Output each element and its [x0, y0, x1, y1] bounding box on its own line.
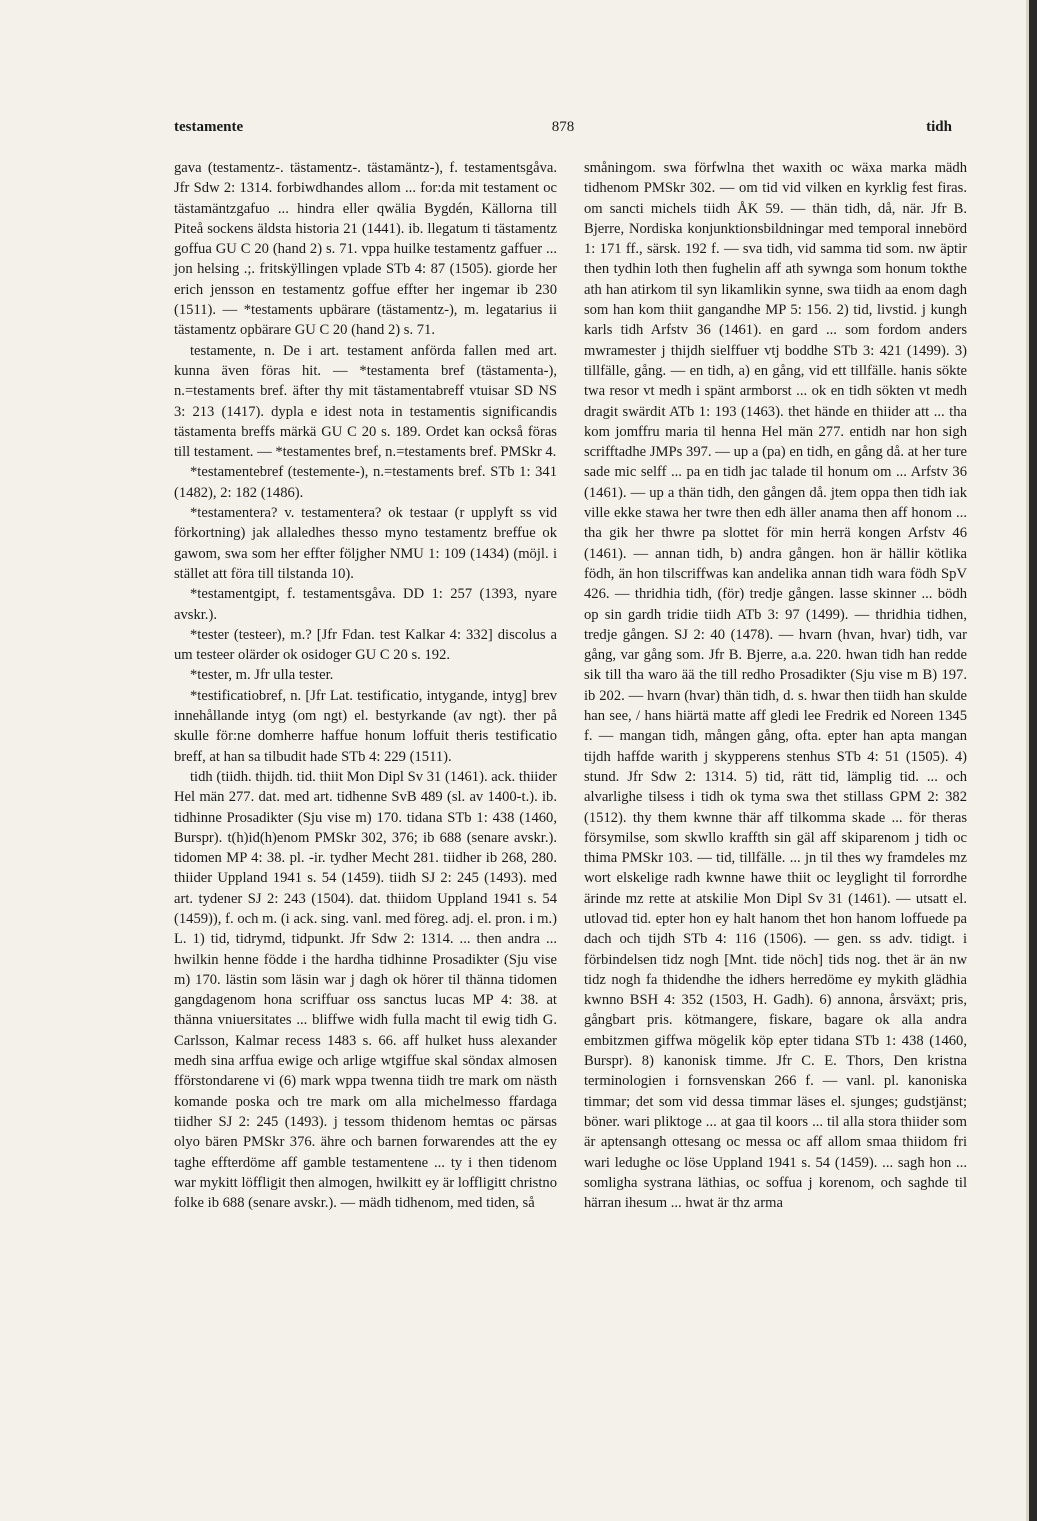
page-number: 878: [551, 119, 575, 135]
entry-paragraph: *tester (testeer), m.? [Jfr Fdan. test Kalkar 4: 332] discolus a um testeer olärder ok osidoger GU C 20 s. 192.: [174, 626, 557, 664]
page-edge-shadow: [1029, 0, 1037, 1521]
entry-paragraph: småningom. swa förfwlna thet waxith oc wäxa marka mädh tidhenom PMSkr 302. — om tid vid vilken en kyrklig fest firas. om sancti michels tiidh ÅK 59. — thän tidh, då, när. Jfr B. Bjerre, Nordiska konjunktionsbildningar med temporal innebörd 1: 171 ff., särsk. 192 f. — sva tidh, vid samma tid som. nw äptir then tydhin loth then fughelin aff ath sywnga som honum tokthe ath han atirkom til syn likamlikin synne, swa tiidh aa enom dagh som han kom thiit gangandhe MP 5: 156. 2) tid, livstid. j kungh karls tidh Arfstv 36 (1461). en gard ... som fordom anders mwramester j thijdh sielffuer vtj boddhe STb 3: 421 (1499). 3) tillfälle, gång. — en tidh, a) en gång, vid ett tillfälle. hanis sökte twa resor vt medh i spänt armborst ... ok en tidh sökten vt medh dragit swärdit ATb 1: 193 (1463). thet hände en thiider att ... tha kom jomffru maria til henna Hel män 277. entidh nar hon sigh scrifftadhe JMPs 397. — up a (pa) en tidh, en gång då. at her ture sade mic selff ... pa en tidh jac talade til honum om ... Arfstv 36 (1461). — up a thän tidh, den gången då. jtem oppa then tidh iak ville ekke stawa her twre then edh äller anama then aff honom ... tha gik her thwre pa slottet för min herrä kongen Arfstv 46 (1461). — annan tidh, b) andra gången. hon är hällir kötlika födh, än hon tilscriffwas kan andelika annan tidh wara födh SpV 426. — thridhia tidh, (för) tredje gången. lasse skinner ... bödh op sin gardh tridie tiidh ATb 3: 97 (1499). — thridhia tidhen, tredje gången. SJ 2: 40 (1478). — hvarn (hvan, hvar) tidh, var gång, var gång som. Jfr B. Bjerre, a.a. 220. hwan tidh han redde sik till tha waro ää the till redho Prosadikter (Sju vise m B) 197. ib 202. — hvarn (hvar) thän tidh, d. s. hwar then tiidh han skulde han see, / hans hiärtä matte aff gledi lee Fredrik ed Noreen 1345 f. — mangan tidh, mången gång, ofta. epter han apta mangan tijdh haffde warith j skypperens stenhus STb 4: 51 (1505). 4) stund. Jfr Sdw 2: 1314. 5) tid, rätt tid, lämplig tid. ... och alvarlighe tilsess i tidh ok tyma swa thet stillass GPM 2: 382 (1512). thy them kwnne thär aff tilkomma skade ... för theras försymilse, som skwllo kraffth sin gäl aff skiparenom j tidh oc thima PMSkr 103. — tid, tillfälle. ... jn til thes wy framdeles mz wort elskelige radh kwnne hawe thiit oc leyglight til forrordhe ärinde mz rette at atskilie Mon Dipl Sv 31 (1461). — utsatt el. utlovad tid. epter hon ey halt hanom thet hon hanom loffuede pa dach och tijdh STb 4: 116 (1506). — gen. ss adv. tidigt. i förbindelsen tidz nogh [Mnt. tide nöch] tids nog. thet är än nw tidz nogh fa thidendhe the idhers herredöme ey mykith glädhia kwnno BSH 4: 352 (1503, H. Gadh). 6) annona, årsväxt; pris, gångbart pris. kötmangere, fiskare, bagare ok alla andra embitzmen giffwa mögelik köp epter tidana STb 1: 438 (1460, Burspr). 8) kanonisk timme. Jfr C. E. Thors, Den kristna terminologien i fornsvenskan 266 f. — vanl. pl. kanoniska timmar; det som vid dessa timmar läses el. sjunges; gudstjänst; böner. wari pliktoge ... at gaa til koors ... til alla stora thiider som är aptensangh ottesang oc messa oc aff allom smaa thiidom fri wari ledughe oc löse Uppland 1941 s. 54 (1459). ... sagh hon ... somligha systrana läthias, oc soffua j korenom, och saghde til härran ihesum ... hwat är thz arma: [584, 160, 967, 1212]
page-header: [174, 119, 952, 141]
left-column: [174, 158, 557, 1213]
entry-paragraph: *testamentgipt, f. testamentsgåva. DD 1: 257 (1393, nyare avskr.).: [174, 586, 557, 623]
entry-paragraph: gava (testamentz-. tästamentz-. tästamäntz-), f. testamentsgåva. Jfr Sdw 2: 1314. forbiwdhandes allom ... for:da mit testament oc tästamäntzgafuo ... hindra eller qwälia Bygdén, Källorna till Piteå sockens äldsta historia 21 (1441). ib. llegatum ti tästamentz goffua GU C 20 (hand 2) s. 71. vppa huilke testamentz gaffuer ... jon helsing .;. fritskÿllingen vplade STb 4: 87 (1505). giorde her erich jensson en testamentz goffue effter her ingemar ib 230 (1511). — *testaments upbärare (tästamentz-), m. legatarius ii tästamentz opbärare GU C 20 (hand 2) s. 71.: [174, 160, 557, 339]
right-column: [584, 158, 967, 1213]
entry-paragraph: *tester, m. Jfr ulla tester.: [190, 667, 334, 684]
entry-paragraph: *testificatiobref, n. [Jfr Lat. testificatio, intygande, intyg] brev innehållande intyg (om ngt) el. bestyrkande (av ngt). ther på skulle för:ne domherre haffue honum loffuit theris testificatio breff, at han sa tilbudit hade STb 4: 229 (1511).: [174, 687, 557, 765]
entry-paragraph: *testamentebref (testemente-), n.=testaments bref. STb 1: 341 (1482), 2: 182 (1486).: [174, 464, 557, 501]
header-right-word: tidh: [926, 119, 952, 135]
entry-paragraph: tidh (tiidh. thijdh. tid. thiit Mon Dipl Sv 31 (1461). ack. thiider Hel män 277. dat. med art. tidhenne SvB 489 (sl. av 1400-t.). ib. tidhinne Prosadikter (Sju vise m) 170. tidana STb 1: 438 (1460, Burspr). t(h)id(h)enom PMSkr 302, 376; ib 688 (senare avskr.). tidomen MP 4: 38. pl. -ir. tydher Mecht 281. tiidher ib 268, 280. thiider Uppland 1941 s. 54 (1459). tiidh SJ 2: 245 (1493). med art. tydener SJ 2: 243 (1504). dat. thiidom Uppland 1941 s. 54 (1459)), f. och m. (i ack. sing. vanl. med föreg. adj. el. pron. i m.) L. 1) tid, tidrymd, tidpunkt. Jfr Sdw 2: 1314. ... then andra ... hwilkin henne födde i the hardha tidhinne Prosadikter (Sju vise m) 170. lästin som läsin war j dagh ok hörer til thänna tidomen gangdagenom hona scriffuar oss sanctus lucas MP 4: 38. at thänna vniuersitates ... bliffwe widh fulla macht til ewig tidh G. Carlsson, Kalmar recess 1483 s. 66. aff hulket huss alexander medh sina arffua ewige och arlige wtgiffue skal söndax almosen fförstondarene vi (6) mark wppa twenna tiidh tre mark om nästh komande poska och tre mark om alla michelmesso ffardaga tiidher SJ 2: 245 (1493). j tessom thidenom hemtas oc pärsas olyo bären PMSkr 376. ähre och barnen forwarendes att the ey taghe effterdöme aff gamble testamentene ... ty i then tidenom war mykitt löffligit then almogen, hwilkitt ey är loffligitt christno folke ib 688 (senare avskr.). — mädh tidhenom, med tiden, så: [174, 768, 557, 1212]
header-left-word: testamente: [174, 119, 244, 135]
entry-paragraph: *testamentera? v. testamentera? ok testaar (r upplyft ss vid förkortning) jak allaledhes thesso myno testamentz breffue ok gawom, swa som her effter följgher NMU 1: 109 (1434) (möjl. i stället att föra till tilstanda 10).: [174, 505, 557, 582]
entry-paragraph: testamente, n. De i art. testament anförda fallen med art. kunna även föras hit. — *testamenta bref (tästamenta-), n.=testaments bref. äfter thy mit tästamentabreff vtuisar SD NS 3: 213 (1417). dypla e idest nota in testamentis significandis tästamenta breffs märkä GU C 20 s. 189. Ordet kan också föras till testament. — *testamentes bref, n.=testaments bref. PMSkr 4.: [174, 342, 557, 461]
